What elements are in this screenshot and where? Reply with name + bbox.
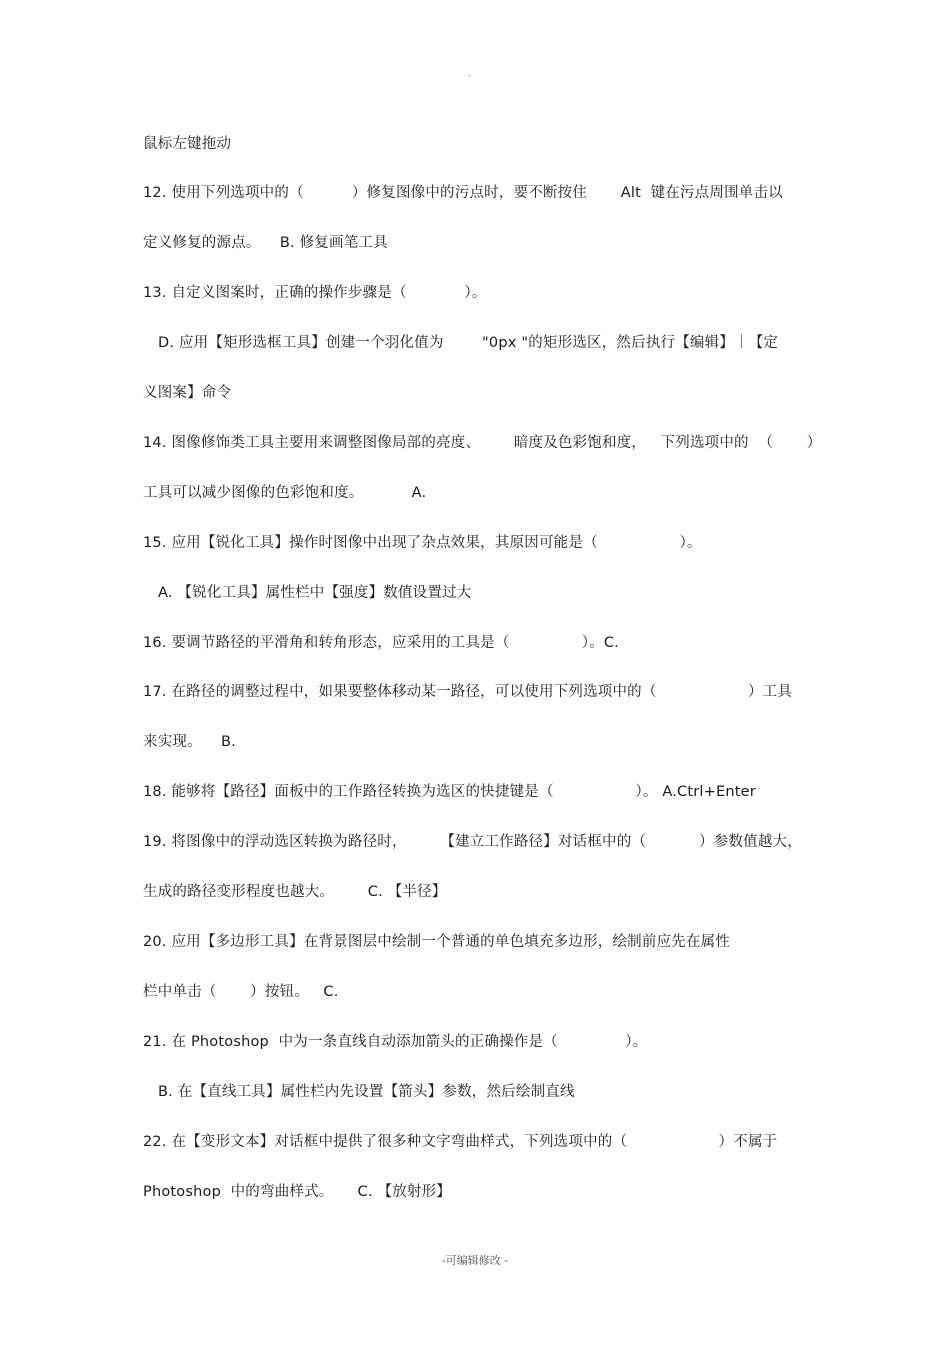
answer-line: D. 应用【矩形选框工具】创建一个羽化值为 "0px "的矩形选区，然后执行【编辑】｜【定: [158, 335, 779, 351]
question-16: 16. 要调节路径的平滑角和转角形态，应采用的工具是（ ）。C.: [143, 635, 619, 651]
question-18: 18. 能够将【路径】面板中的工作路径转换为选区的快捷键是（ ）。 A.Ctrl+Enter: [143, 784, 756, 800]
question-15: 15. 应用【锐化工具】操作时图像中出现了杂点效果，其原因可能是（ ）。: [143, 535, 702, 551]
header-mark: 。: [468, 69, 478, 79]
answer-line: A. 【锐化工具】属性栏中【强度】数值设置过大: [158, 585, 472, 601]
question-20: 20. 应用【多边形工具】在背景图层中绘制一个普通的单色填充多边形，绘制前应先在属性: [143, 934, 731, 950]
question-14: 14. 图像修饰类工具主要用来调整图像局部的亮度、 暗度及色彩饱和度， 下列选项中的 （ ）: [143, 435, 822, 451]
question-19: 19. 将图像中的浮动选区转换为路径时， 【建立工作路径】对话框中的（ ）参数值越大，: [143, 834, 802, 850]
text-line: 栏中单击（ ）按钮。 C.: [143, 984, 339, 1000]
text-line: Photoshop 中的弯曲样式。 C. 【放射形】: [143, 1184, 451, 1200]
text-line: 工具可以减少图像的色彩饱和度。 A.: [143, 485, 427, 501]
text-line: 义图案】命令: [143, 385, 232, 401]
question-12: 12. 使用下列选项中的（ ）修复图像中的污点时，要不断按住 Alt 键在污点周围单击以: [143, 185, 783, 201]
question-22: 22. 在【变形文本】对话框中提供了很多种文字弯曲样式，下列选项中的（ ）不属于: [143, 1134, 778, 1150]
footer-text: -可编辑修改 -: [441, 1254, 509, 1267]
text-line: 来实现。 B.: [143, 734, 236, 750]
answer-line: B. 在【直线工具】属性栏内先设置【箭头】参数，然后绘制直线: [158, 1084, 575, 1100]
question-21: 21. 在 Photoshop 中为一条直线自动添加箭头的正确操作是（ ）。: [143, 1034, 648, 1050]
question-17: 17. 在路径的调整过程中，如果要整体移动某一路径，可以使用下列选项中的（ ）工具: [143, 684, 793, 700]
text-line: 生成的路径变形程度也越大。 C. 【半径】: [143, 884, 447, 900]
question-13: 13. 自定义图案时，正确的操作步骤是（ ）。: [143, 285, 487, 301]
text-line: 鼠标左键拖动: [143, 136, 232, 152]
text-line: 定义修复的源点。 B. 修复画笔工具: [143, 235, 388, 251]
